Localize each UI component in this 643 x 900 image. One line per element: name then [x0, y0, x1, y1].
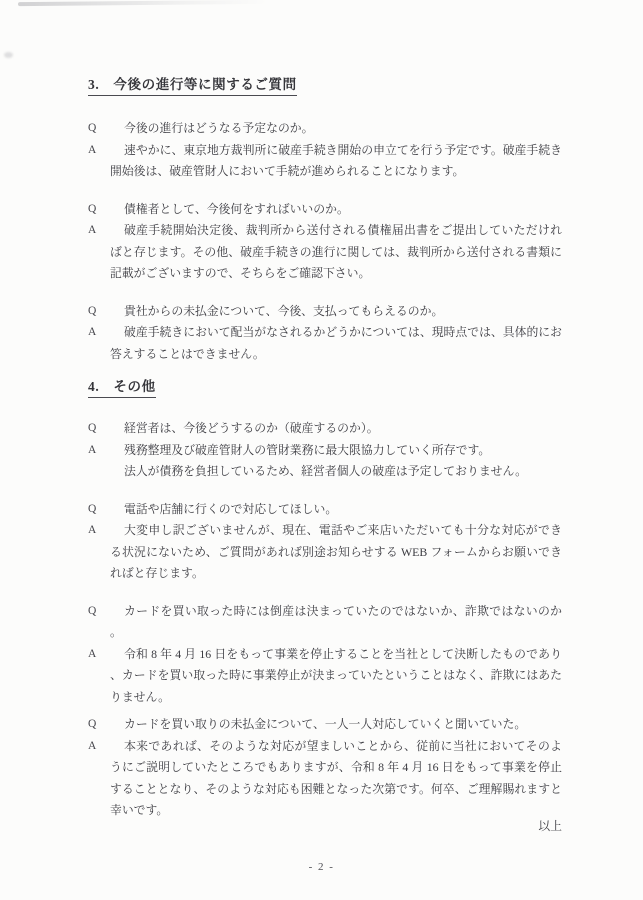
a-label: A: [88, 443, 97, 456]
answer-row-continued: [88, 461, 562, 483]
qa-block: [88, 499, 562, 585]
answer-text: 本来であれば、そのような対応が望ましいことから、従前に当社においてそのようにご説明していたところでもありますが、令和 8 年 4 月 16 日をもって事業を停止することとなり、そのような対応も困難となった次第です。何卒、ご理解賜れますと幸いです。: [110, 738, 562, 817]
answer-text: 残務整理及び破産管財人の管財業務に最大限協力していく所存です。: [124, 442, 491, 457]
scan-artifact: [18, 0, 268, 6]
qa-block: [88, 418, 562, 483]
qa-block: [88, 199, 562, 285]
question-text: 電話や店舗に行くので対応してほしい。: [124, 501, 338, 516]
section-4-heading-row: [88, 378, 562, 398]
answer-row: [88, 440, 562, 462]
answer-row: [88, 644, 562, 709]
answer-text: 破産手続開始決定後、裁判所から送付される債権届出書をご提出していただければと存じます。その他、破産手続きの進行に関しては、裁判所から送付される書類に記載がございますので、そちらをご確認下さい。: [110, 223, 562, 280]
question-text: 経営者は、今後どうするのか（破産するのか）。: [124, 421, 379, 435]
answer-row: [88, 322, 562, 365]
question-text: カードを買い取りの未払金について、一人一人対応していくと聞いていた。: [124, 717, 527, 731]
a-label: A: [88, 224, 97, 236]
a-label: A: [88, 647, 97, 660]
answer-row: [88, 736, 562, 822]
q-label: Q: [88, 718, 97, 730]
answer-text: 法人が債務を負担しているため、経営者個人の破産は予定しておりません。: [124, 464, 527, 478]
a-label: A: [88, 326, 97, 338]
page-number: - 2 -: [308, 861, 335, 873]
answer-row: [88, 220, 562, 285]
question-row: [88, 601, 562, 644]
scan-artifact: [4, 52, 13, 58]
question-row: [88, 499, 562, 521]
answer-text: 令和 8 年 4 月 16 日をもって事業を停止することを当社として決断したものであり、カードを買い取った時に事業停止が決まっていたということはなく、詐欺にはあたりません。: [110, 646, 562, 704]
q-label: Q: [88, 502, 97, 515]
section-3-heading-row: [88, 76, 562, 96]
question-text: 債権者として、今後何をすればいいのか。: [124, 201, 349, 216]
qa-block: [88, 601, 562, 709]
question-row: [88, 199, 562, 221]
question-text: カードを買い取った時には倒産は決まっていたのではないか、詐欺ではないのか。: [110, 603, 562, 639]
question-text: 今後の進行はどうなる予定なのか。: [124, 121, 314, 135]
closing-statement: 以上: [538, 818, 562, 833]
question-row: [88, 714, 562, 736]
answer-text: 大変申し訳ございませんが、現在、電話やご来店いただいても十分な対応ができる状況にないため、ご質問があれば別途お知らせする WEB フォームからお願いできればと存じます。: [110, 523, 562, 580]
document-content: [88, 76, 562, 837]
q-label: Q: [88, 422, 97, 434]
section-4-heading: 4. その他: [88, 378, 156, 398]
answer-text: 破産手続きにおいて配当がなされるかどうかについては、現時点では、具体的にお答えすることはできません。: [110, 325, 562, 361]
a-label: A: [88, 739, 97, 752]
q-label: Q: [88, 604, 97, 617]
answer-text: 速やかに、東京地方裁判所に破産手続き開始の申立てを行う予定です。破産手続き開始後は、破産管財人において手続が進められることになります。: [110, 142, 562, 178]
qa-block: [88, 714, 562, 822]
q-label: Q: [88, 202, 97, 215]
a-label: A: [88, 143, 97, 156]
qa-block: [88, 118, 562, 183]
qa-block: [88, 301, 562, 366]
q-label: Q: [88, 304, 97, 317]
question-row: [88, 418, 562, 440]
question-text: 貴社からの未払金について、今後、支払ってもらえるのか。: [124, 303, 444, 318]
question-row: [88, 118, 562, 140]
answer-row: [88, 140, 562, 183]
q-label: Q: [88, 122, 97, 134]
question-row: [88, 301, 562, 323]
answer-row: [88, 520, 562, 585]
a-label: A: [88, 524, 97, 536]
a-label-spacer: [88, 461, 110, 483]
section-3-heading: 3. 今後の進行等に関するご質問: [88, 76, 297, 96]
